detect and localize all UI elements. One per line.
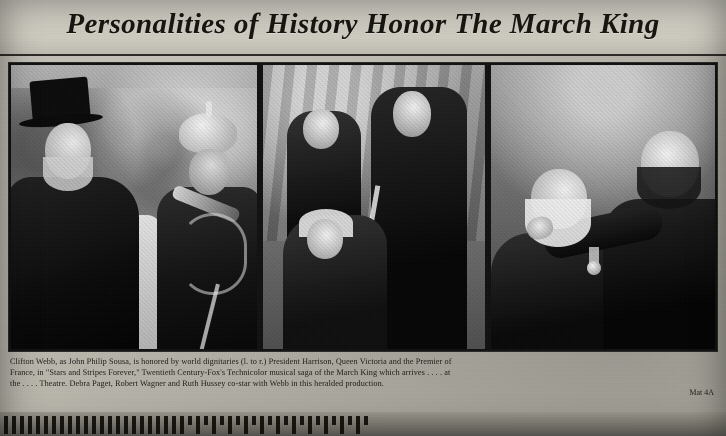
tick-mark [324,416,328,434]
tick-mark [20,416,24,434]
caption-line-2: France, in "Stars and Stripes Forever," Twentieth Century-Fox's Technicolor musical saga of the March King which arrives . . . . at [10,368,451,377]
bottom-tick-strip [0,412,726,436]
tick-mark [100,416,104,434]
tick-mark [316,416,320,425]
tick-mark [236,416,240,425]
tick-mark [244,416,248,434]
tick-mark [300,416,304,425]
queen-face [307,219,343,259]
tick-mark [52,416,56,434]
tick-mark [28,416,32,434]
tick-mark [228,416,232,434]
dignitary-beard [43,157,93,191]
tick-mark [260,416,264,434]
tick-mark [60,416,64,434]
tick-mark [4,416,8,434]
tick-mark [268,416,272,425]
helmet-spike [206,101,212,117]
tick-mark [12,416,16,434]
tick-mark [180,416,184,434]
tick-mark [276,416,280,434]
tick-mark [292,416,296,434]
tick-mark [188,416,192,425]
tick-mark [116,416,120,434]
medal-icon [587,261,601,275]
tick-mark [84,416,88,434]
tick-mark [348,416,352,425]
tick-mark [140,416,144,434]
tick-mark [92,416,96,434]
caption-block [10,356,716,389]
tick-mark [356,416,360,434]
photo-panel-left [11,65,257,349]
tick-mark [308,416,312,434]
headline-band [0,0,726,56]
officer-braid [179,213,247,295]
caption-line-3: the . . . . Theatre. Debra Paget, Robert Wagner and Ruth Hussey co-star with Webb in this heralded production. [10,379,384,388]
officer-face [189,149,229,195]
standing-man-face [393,91,431,137]
tick-mark [164,416,168,434]
photo-panel-right [491,65,715,349]
tick-mark [156,416,160,434]
tick-mark [132,416,136,434]
dignitary-body [11,177,139,349]
honoree-beard [637,167,701,209]
tick-mark [340,416,344,434]
tick-mark [284,416,288,425]
tick-mark [68,416,72,434]
tick-mark [204,416,208,425]
attendant-face [303,109,339,149]
photo-panel-center [263,65,485,349]
tick-mark [76,416,80,434]
tick-mark [172,416,176,434]
tick-mark [108,416,112,434]
tick-mark [332,416,336,425]
tick-mark [252,416,256,425]
photo-strip [8,62,718,352]
tick-mark [212,416,216,434]
caption-line-1: Clifton Webb, as John Philip Sousa, is honored by world dignitaries (l. to r.) President Harrison, Queen Victoria and the Premier of [10,357,452,366]
mat-number: Mat 4A [689,388,714,397]
pith-helmet [179,113,237,153]
tick-mark [196,416,200,434]
tick-mark [148,416,152,434]
tick-mark [364,416,368,425]
tick-mark [220,416,224,425]
tick-marks [4,416,368,434]
tick-mark [124,416,128,434]
tick-mark [36,416,40,434]
page-title: Personalities of History Honor The March King [66,8,660,40]
tick-mark [44,416,48,434]
